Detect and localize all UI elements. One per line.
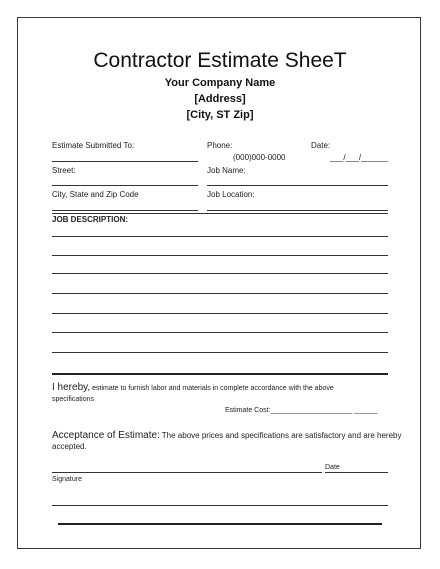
job-description-top-rule bbox=[52, 213, 388, 214]
job-description-line-3[interactable] bbox=[52, 273, 388, 274]
street-label: Street: bbox=[52, 166, 76, 175]
acceptance-text-2: accepted. bbox=[52, 442, 87, 451]
footer-rule bbox=[58, 523, 382, 525]
acceptance-date-field[interactable] bbox=[325, 472, 388, 473]
job-location-field[interactable] bbox=[207, 210, 388, 211]
acceptance-statement bbox=[52, 430, 401, 441]
signature-field[interactable] bbox=[52, 505, 388, 506]
date-label: Date: bbox=[311, 141, 331, 150]
company-address: [Address] bbox=[194, 93, 246, 105]
city-state-zip-field[interactable] bbox=[52, 210, 198, 211]
estimate-cost-field[interactable]: Estimate Cost:_____________________ ______ bbox=[225, 407, 378, 414]
street-field[interactable] bbox=[52, 185, 198, 186]
estimate-submitted-to-label: Estimate Submitted To: bbox=[52, 141, 135, 150]
acceptance-lead: Acceptance of Estimate bbox=[52, 430, 158, 441]
acceptance-date-label: Date bbox=[325, 464, 340, 471]
company-name: Your Company Name bbox=[164, 77, 276, 89]
acceptance-line[interactable] bbox=[52, 472, 322, 473]
job-description-label: JOB DESCRIPTION: bbox=[52, 215, 129, 224]
acceptance-text: The above prices and specifications are satisfactory and are hereby bbox=[161, 431, 402, 440]
phone-label: Phone: bbox=[207, 141, 233, 150]
hereby-statement bbox=[52, 382, 334, 393]
hereby-lead: I hereby, bbox=[52, 382, 91, 393]
form-title: Contractor Estimate SheeT bbox=[93, 49, 347, 72]
job-location-label: Job Location: bbox=[207, 190, 255, 199]
estimate-submitted-to-field[interactable] bbox=[52, 161, 198, 162]
job-description-bottom-rule bbox=[52, 373, 388, 375]
hereby-text-2: specifications bbox=[52, 396, 95, 403]
job-description-line-4[interactable] bbox=[52, 293, 388, 294]
acceptance-colon: : bbox=[157, 430, 160, 441]
company-city-state-zip: [City, ST Zip] bbox=[186, 109, 254, 121]
job-description-line-5[interactable] bbox=[52, 313, 388, 314]
job-description-line-7[interactable] bbox=[52, 352, 388, 353]
phone-value: (000)000-0000 bbox=[233, 153, 286, 162]
job-description-line-6[interactable] bbox=[52, 332, 388, 333]
job-name-field[interactable] bbox=[207, 185, 388, 186]
date-value: ___/___/______ bbox=[330, 153, 388, 162]
hereby-text: estimate to furnish labor and materials in complete accordance with the above bbox=[92, 385, 334, 392]
job-name-label: Job Name: bbox=[207, 166, 246, 175]
job-description-line-1[interactable] bbox=[52, 236, 388, 237]
city-state-zip-label: City, State and Zip Code bbox=[52, 190, 139, 199]
signature-label: Signature bbox=[52, 476, 82, 483]
job-description-line-2[interactable] bbox=[52, 255, 388, 256]
